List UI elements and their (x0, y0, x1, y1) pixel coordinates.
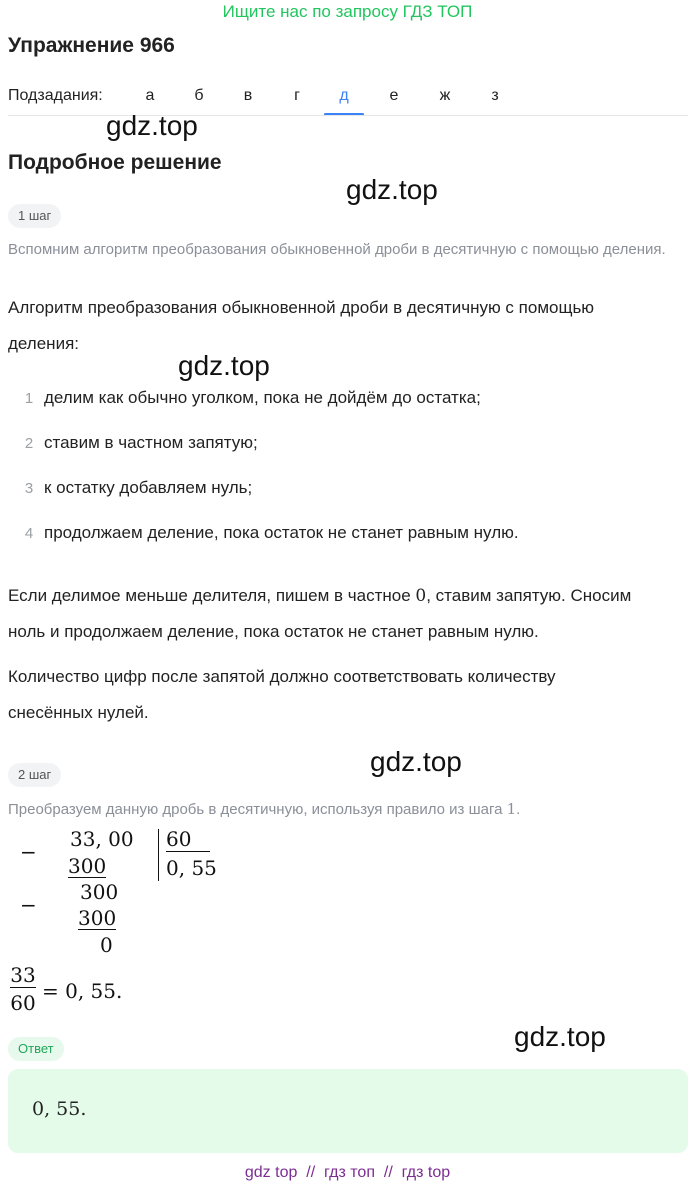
fraction-numerator: 33 (10, 963, 36, 987)
watermark-4: gdz.top (370, 746, 462, 777)
list-item-number: 2 (24, 435, 34, 452)
step-1-paragraph-2-line-2: снесённых нулей. (8, 703, 149, 722)
divisor: 60 (166, 827, 210, 852)
watermark-2: gdz.top (346, 174, 438, 205)
quotient: 0, 55 (166, 856, 217, 880)
result-equation: = 0, 55. (42, 979, 123, 1003)
step-1-paragraph-2-line-1: Количество цифр после запятой должно соответствовать количеству (8, 667, 556, 686)
remainder-1: 300 (80, 880, 119, 904)
tab-z[interactable]: з (491, 87, 499, 104)
tab-zh[interactable]: ж (439, 87, 451, 104)
step-1-intro-line-1: Алгоритм преобразования обыкновенной дроби в десятичную с помощью (8, 298, 595, 317)
subtrahend-2: 300 (78, 906, 117, 930)
step-1-paragraph-1-line-1: Если делимое меньше делителя, пишем в частное 0, ставим запятую. Сносим (8, 586, 632, 606)
search-banner[interactable]: Ищите нас по запросу ГДЗ ТОП (222, 2, 473, 21)
answer-box (8, 1069, 688, 1153)
section-title: Подробное решение (8, 151, 222, 174)
step-1-hint: Вспомним алгоритм преобразования обыкновенной дроби в десятичную с помощью деления. (8, 241, 666, 258)
fraction-denominator: 60 (10, 991, 36, 1015)
zero-math: 0 (415, 586, 427, 606)
step-2-badge: 2 шаг (8, 763, 61, 787)
answer-badge: Ответ (8, 1037, 64, 1061)
step-1-intro-line-2: деления: (8, 334, 79, 353)
list-item-number: 3 (24, 480, 34, 497)
tab-e[interactable]: е (389, 87, 399, 104)
answer-value: 0, 55. (32, 1098, 87, 1120)
tab-b[interactable]: б (194, 87, 204, 104)
footer-links[interactable]: gdz top // гдз топ // гдз top (244, 1164, 451, 1181)
tab-d[interactable]: д (339, 87, 349, 104)
tab-v[interactable]: в (243, 87, 253, 104)
watermark-5: gdz.top (514, 1021, 606, 1052)
watermark-3: gdz.top (178, 350, 270, 381)
step-1-badge: 1 шаг (8, 204, 61, 228)
tab-g[interactable]: г (294, 87, 300, 104)
subtrahend-1: 300 (68, 854, 107, 878)
list-item: ставим в частном запятую; (44, 433, 258, 452)
division-bracket (158, 829, 159, 881)
page-title: Упражнение 966 (8, 34, 175, 57)
list-item: продолжаем деление, пока остаток не станет равным нулю. (44, 523, 519, 542)
step-1-paragraph-1-line-2: ноль и продолжаем деление, пока остаток не станет равным нулю. (8, 622, 539, 641)
minus-sign-2: − (20, 893, 37, 917)
list-item: к остатку добавляем нуль; (44, 478, 253, 497)
watermark-1: gdz.top (106, 110, 198, 141)
dividend: 33, 00 (70, 827, 134, 851)
list-item: делим как обычно уголком, пока не дойдём до остатка; (44, 388, 481, 407)
minus-sign-1: − (20, 840, 37, 864)
list-item-number: 4 (24, 525, 34, 542)
subtasks-label: Подзадания: (8, 87, 103, 104)
step-2-hint: Преобразуем данную дробь в десятичную, используя правило из шага 1. (8, 800, 521, 818)
list-item-number: 1 (24, 390, 34, 407)
tab-a[interactable]: а (145, 87, 155, 104)
remainder-2: 0 (100, 933, 113, 957)
